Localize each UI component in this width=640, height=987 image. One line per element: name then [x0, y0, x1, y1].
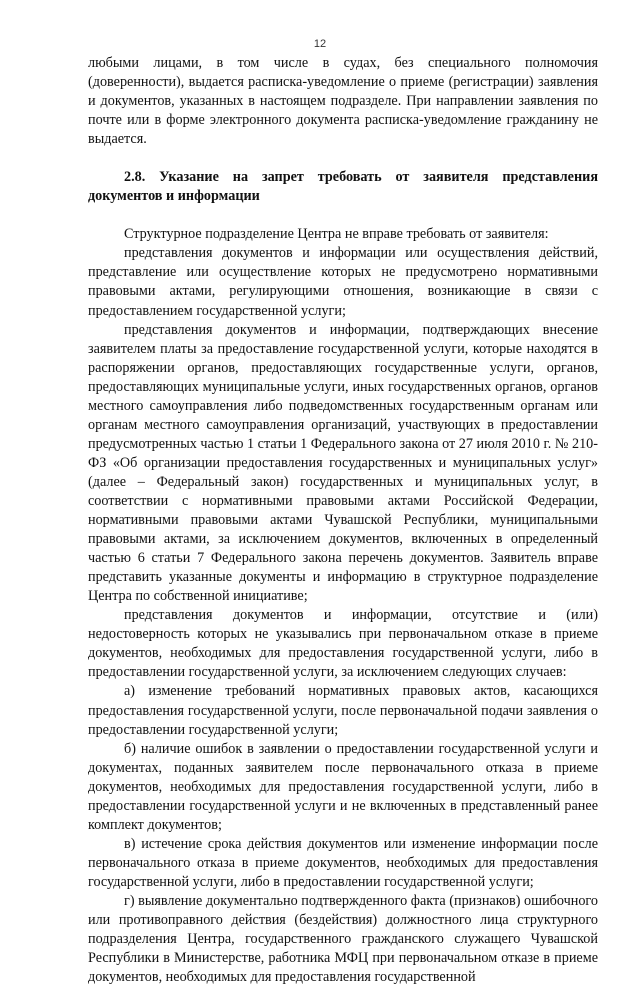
- paragraph: Структурное подразделение Центра не вправе требовать от заявителя:: [124, 226, 549, 243]
- section-heading: 2.8. Указание на запрет требовать от заявителя представления документов и информации: [88, 169, 598, 205]
- list-item-a: а) изменение требований нормативных правовых актов, касающихся предоставления государственной услуги, после первоначальной подачи заявления о предоставлении государственной услуги;: [88, 683, 598, 738]
- document-body: [88, 54, 598, 987]
- paragraph: представления документов и информации, отсутствие и (или) недостоверность которых не указывались при первоначальном отказе в приеме документов, необходимых для предоставления государственной услуги, либо в предоставлении государственной услуги, за исключением следующих случаев:: [88, 607, 598, 681]
- list-item-v: в) истечение срока действия документов или изменение информации после первоначального отказа в приеме документов, необходимых для предоставления государственной услуги, либо в предоставлении государственной услуги;: [88, 835, 598, 890]
- paragraph: представления документов и информации или осуществления действий, представление или осуществление которых не предусмотрено нормативными правовыми актами, регулирующими отношения, возникающие в связи с предоставлением государственной услуги;: [88, 245, 598, 319]
- list-item-b: б) наличие ошибок в заявлении о предоставлении государственной услуги и документах, поданных заявителем после первоначального отказа в приеме документов, необходимых для предоставления государственной услуги, либо в предоставлении государственной услуги и не включенных в представленный ранее комплект документов;: [88, 740, 598, 833]
- list-item-g: г) выявление документально подтвержденного факта (признаков) ошибочного или противоправного действия (бездействия) должностного лица структурного подразделения Центра, государственного гражданского служащего Чувашской Республики в Министерстве, работника МФЦ при первоначальном отказе в приеме документов, необходимых для предоставления государственной: [88, 892, 598, 986]
- paragraph-continuation: любыми лицами, в том числе в судах, без специального полномочия (доверенности), выдается расписка-уведомление о приеме (регистрации) заявления и документов, указанных в настоящем подразделе. При направлении заявления по почте или в форме электронного документа расписка-уведомление гражданину не выдается.: [88, 55, 598, 148]
- paragraph: представления документов и информации, подтверждающих внесение заявителем платы за предоставление государственной услуги, которые находятся в распоряжении органов, предоставляющих государственные услуги, органов, предоставляющих муниципальные услуги, иных государственных органов, органов местного самоуправления либо подведомственных государственным органам или органам местного самоуправления организаций, участвующих в предоставлении предусмотренных частью 1 статьи 1 Федерального закона от 27 июля 2010 г. № 210-ФЗ «Об организации предоставления государственных и муниципальных услуг» (далее – Федеральный закон) государственных и муниципальных услуг, в соответствии с нормативными правовыми актами Российской Федерации, нормативными правовыми актами Чувашской Республики, муниципальными правовыми актами, за исключением документов, включенных в определенный частью 6 статьи 7 Федерального закона перечень документов. Заявитель вправе представить указанные документы и информацию в структурное подразделение Центра по собственной инициативе;: [88, 321, 598, 605]
- page-number: 12: [313, 38, 327, 50]
